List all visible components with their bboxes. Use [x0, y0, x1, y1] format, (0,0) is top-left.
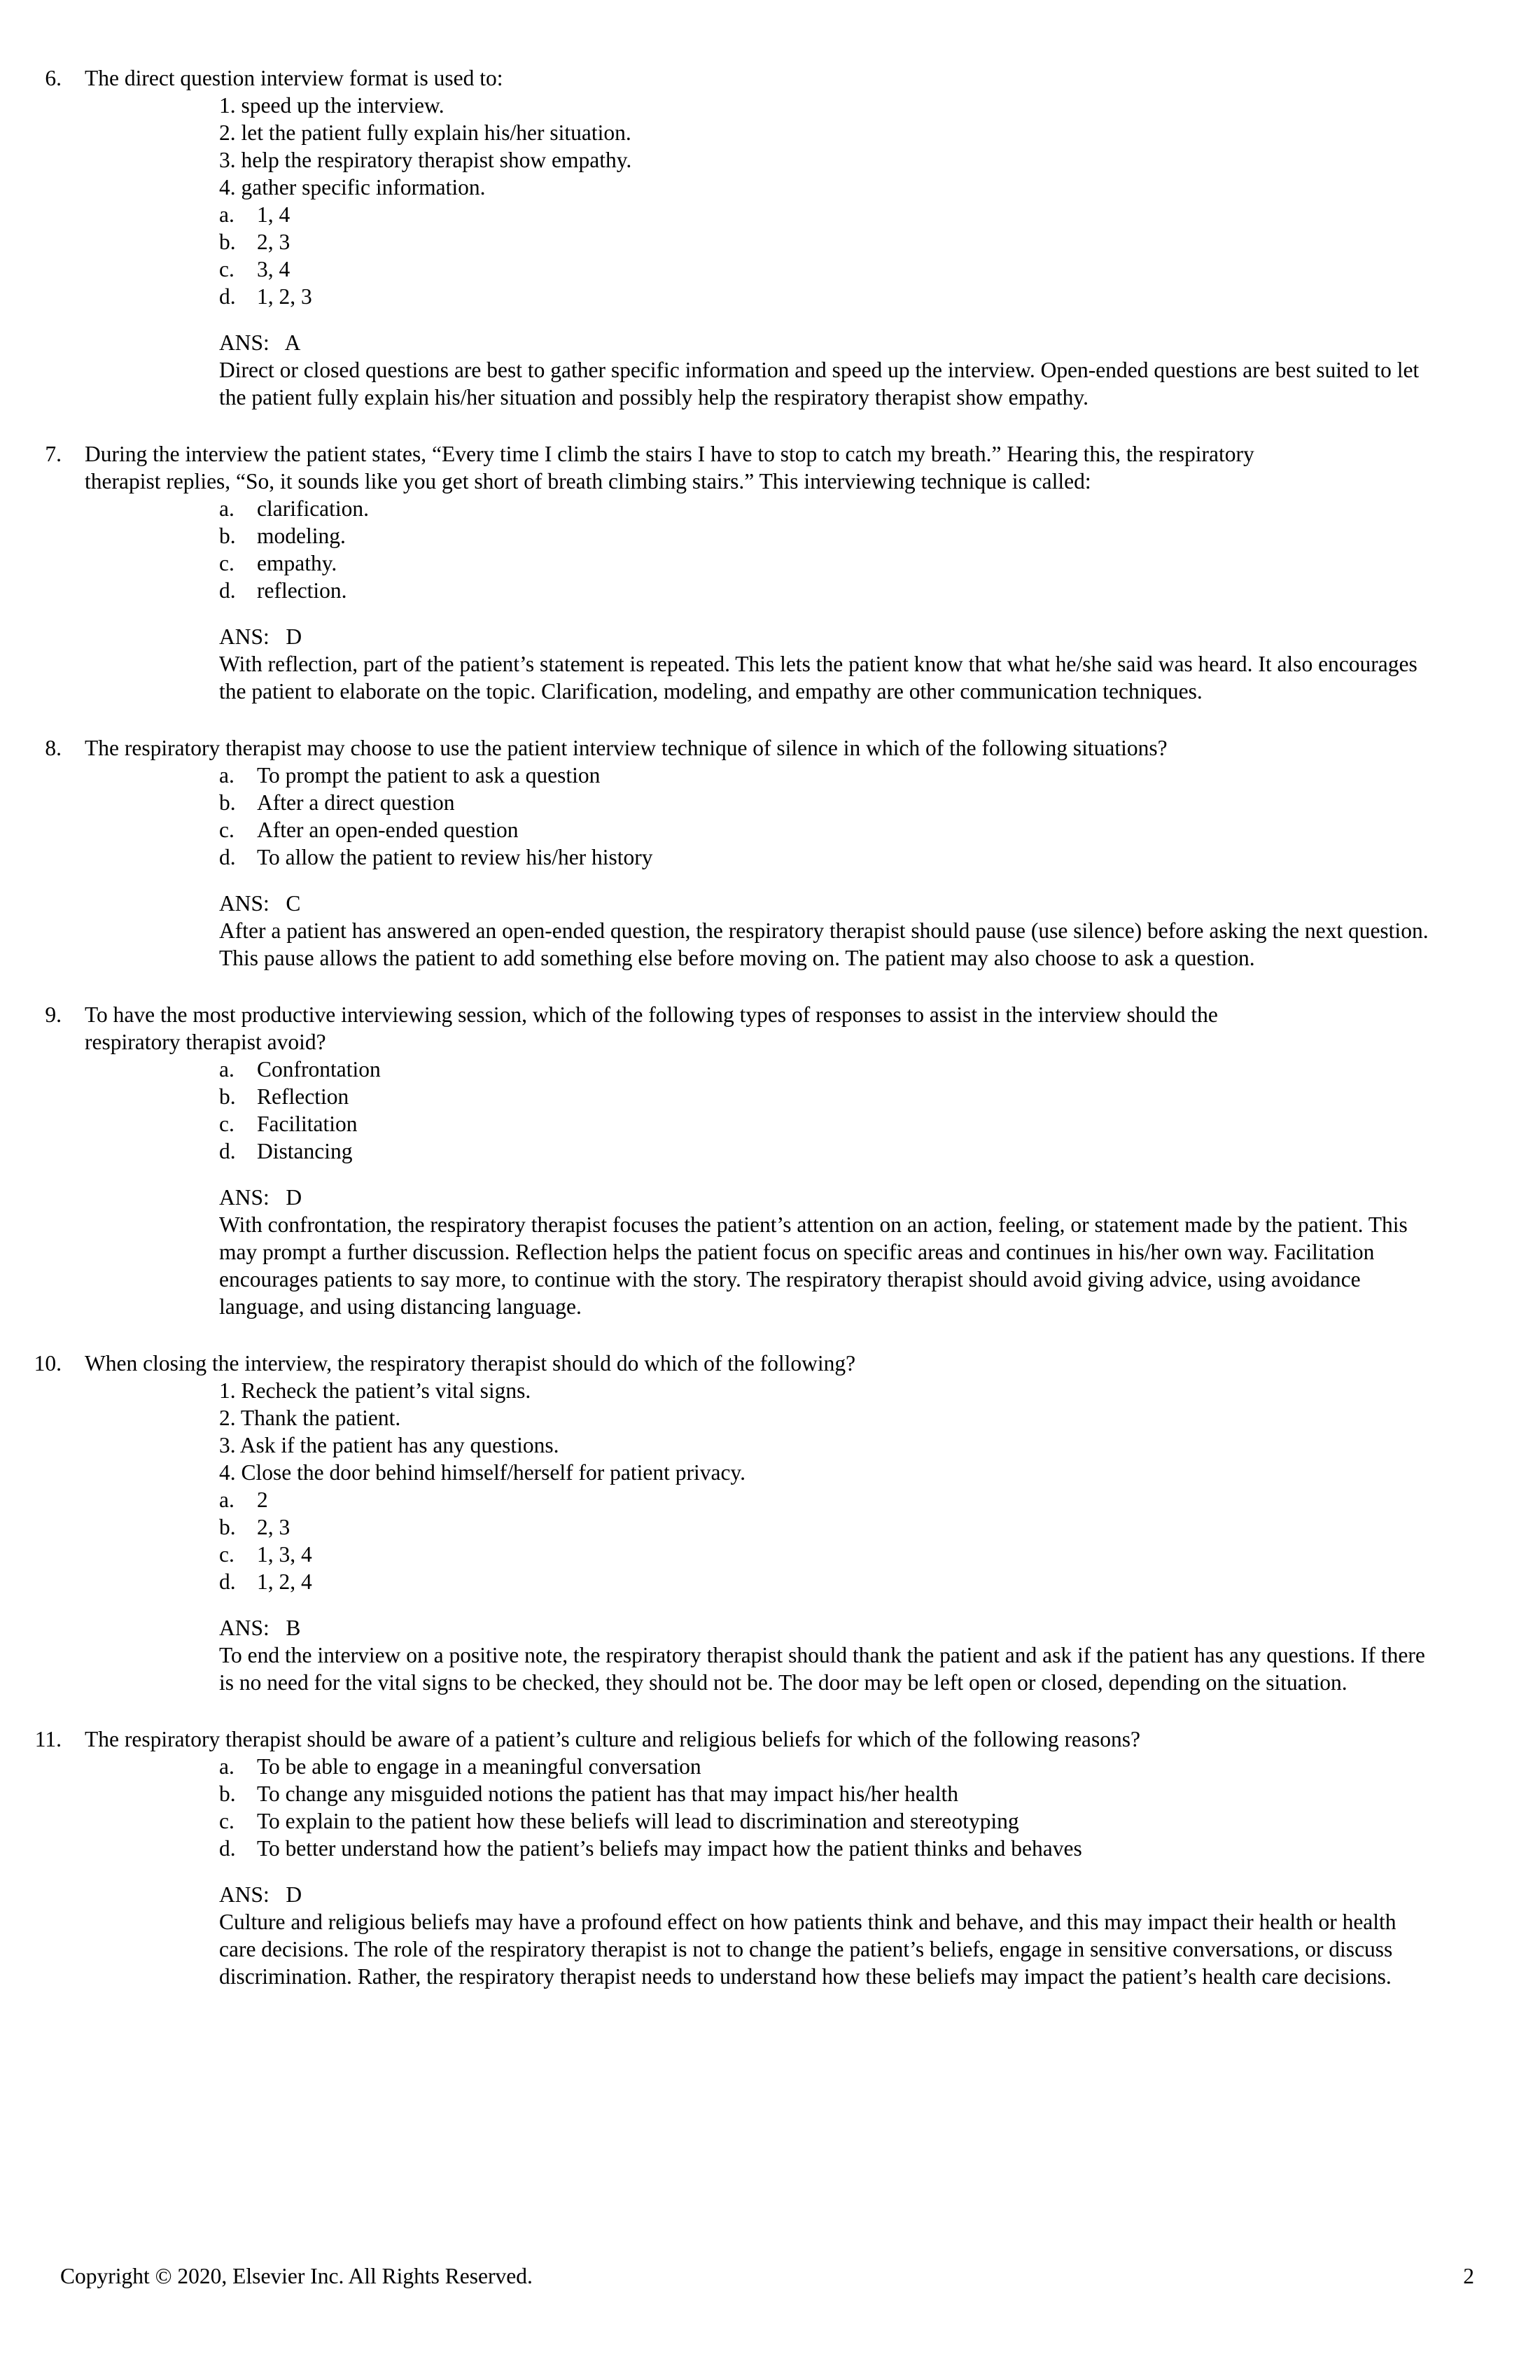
option-text: After an open-ended question	[257, 818, 519, 842]
option-label: b.	[219, 1084, 236, 1109]
option-label: a.	[219, 202, 234, 227]
option-label: d.	[219, 1836, 236, 1861]
option-text: 2, 3	[257, 1515, 290, 1539]
option-label: b.	[219, 1782, 236, 1806]
statement-item: 4. Close the door behind himself/herself for patient privacy.	[219, 1460, 746, 1485]
option-label: d.	[219, 845, 236, 869]
option-text: clarification.	[257, 496, 370, 521]
option-text: 1, 2, 3	[257, 284, 312, 309]
option-text: Reflection	[257, 1084, 349, 1109]
statement-item: 2. Thank the patient.	[219, 1406, 401, 1430]
option-label: b.	[219, 790, 236, 815]
statement-item: 4. gather specific information.	[219, 175, 486, 200]
option-c[interactable]	[219, 1807, 1540, 1835]
option-text: To allow the patient to review his/her history	[257, 845, 653, 869]
option-text: Distancing	[257, 1139, 353, 1163]
option-text: reflection.	[257, 578, 347, 603]
copyright-notice: Copyright © 2020, Elsevier Inc. All Rights Reserved.	[60, 2264, 533, 2288]
option-b[interactable]	[219, 522, 1540, 550]
option-text: Facilitation	[257, 1112, 358, 1136]
page-number: 2	[1463, 2264, 1474, 2288]
question-heading	[0, 734, 1540, 762]
answer-rationale: Direct or closed questions are best to gather specific information and speed up the interview. Open-ended questions are best suited to let the patient fully explain his/her situation and possibly help the respiratory therapist show empathy.	[219, 358, 1420, 410]
option-label: a.	[219, 1488, 234, 1512]
option-c[interactable]	[219, 816, 1540, 844]
question-stem: The respiratory therapist may choose to use the patient interview technique of silence in which of the following situations?	[85, 736, 1168, 760]
answer-block	[219, 329, 1430, 411]
option-b[interactable]	[219, 1513, 1540, 1541]
option-b[interactable]	[219, 789, 1540, 816]
question-statements	[0, 92, 1540, 201]
question-number: 10.	[34, 1351, 62, 1376]
statement-item: 1. speed up the interview.	[219, 93, 444, 118]
question-heading	[0, 64, 1540, 92]
option-d[interactable]	[219, 1138, 1540, 1165]
option-label: a.	[219, 763, 234, 788]
answer-line: ANS: D	[219, 624, 302, 649]
question-stem: To have the most productive interviewing session, which of the following types of responses to assist in the interview should the respiratory therapist avoid?	[85, 1002, 1218, 1054]
option-label: b.	[219, 524, 236, 548]
option-label: c.	[219, 551, 234, 575]
answer-line: ANS: B	[219, 1616, 301, 1640]
option-text: Confrontation	[257, 1057, 381, 1082]
option-label: a.	[219, 1057, 234, 1082]
option-label: c.	[219, 257, 234, 281]
option-text: To explain to the patient how these beliefs will lead to discrimination and stereotyping	[257, 1809, 1019, 1833]
option-a[interactable]	[219, 495, 1540, 522]
option-label: c.	[219, 1542, 234, 1567]
option-d[interactable]	[219, 577, 1540, 604]
option-text: To be able to engage in a meaningful conversation	[257, 1754, 701, 1779]
option-d[interactable]	[219, 844, 1540, 871]
option-b[interactable]	[219, 1780, 1540, 1807]
question-block	[0, 1350, 1540, 1696]
question-heading	[0, 1726, 1540, 1753]
option-d[interactable]	[219, 1568, 1540, 1595]
answer-rationale: After a patient has answered an open-ended question, the respiratory therapist should pause (use silence) before asking the next question. This pause allows the patient to add something else before moving on. The patient may also choose to ask a question.	[219, 918, 1429, 970]
option-text: To prompt the patient to ask a question	[257, 763, 601, 788]
option-c[interactable]	[219, 550, 1540, 577]
option-text: 3, 4	[257, 257, 290, 281]
question-options	[0, 1056, 1540, 1165]
question-options	[0, 762, 1540, 871]
option-label: b.	[219, 230, 236, 254]
option-b[interactable]	[219, 228, 1540, 255]
option-d[interactable]	[219, 283, 1540, 310]
option-label: d.	[219, 284, 236, 309]
statement-item: 3. help the respiratory therapist show empathy.	[219, 148, 632, 172]
question-stem: The respiratory therapist should be aware of a patient’s culture and religious beliefs for which of the following reasons?	[85, 1727, 1141, 1751]
question-heading	[0, 440, 1540, 495]
question-options	[0, 201, 1540, 310]
question-options	[0, 495, 1540, 604]
question-stem: When closing the interview, the respiratory therapist should do which of the following?	[85, 1351, 856, 1376]
option-label: c.	[219, 818, 234, 842]
option-b[interactable]	[219, 1083, 1540, 1110]
question-heading	[0, 1350, 1540, 1377]
answer-block	[219, 1614, 1430, 1696]
option-label: c.	[219, 1809, 234, 1833]
question-block	[0, 440, 1540, 705]
question-statements	[0, 1377, 1540, 1486]
page-footer	[0, 2262, 1540, 2293]
answer-line: ANS: D	[219, 1882, 302, 1907]
question-stem: During the interview the patient states, “Every time I climb the stairs I have to stop to catch my breath.” Hearing this, the respiratory therapist replies, “So, it sounds like you get short of breath climbing stairs.” This interviewing technique is called:	[85, 442, 1254, 493]
option-a[interactable]	[219, 1753, 1540, 1780]
question-number: 7.	[45, 442, 62, 466]
question-options	[0, 1486, 1540, 1595]
option-text: To better understand how the patient’s beliefs may impact how the patient thinks and behaves	[257, 1836, 1082, 1861]
question-block	[0, 64, 1540, 411]
answer-rationale: To end the interview on a positive note, the respiratory therapist should thank the patient and ask if the patient has any questions. If there is no need for the vital signs to be checked, they should not be. The door may be left open or closed, depending on the situation.	[219, 1643, 1425, 1695]
answer-rationale: Culture and religious beliefs may have a profound effect on how patients think and behave, and this may impact their health or health care decisions. The role of the respiratory therapist is not to change the patient’s beliefs, engage in sensitive conversations, or discuss discrimination. Rather, the respiratory therapist needs to understand how these beliefs may impact the patient’s health care decisions.	[219, 1910, 1396, 1989]
option-a[interactable]	[219, 1056, 1540, 1083]
answer-line: ANS: A	[219, 330, 301, 355]
option-a[interactable]	[219, 762, 1540, 789]
option-label: b.	[219, 1515, 236, 1539]
option-label: a.	[219, 496, 234, 521]
answer-line: ANS: D	[219, 1185, 302, 1210]
question-block	[0, 734, 1540, 972]
option-label: a.	[219, 1754, 234, 1779]
question-list	[0, 64, 1540, 2019]
option-label: c.	[219, 1112, 234, 1136]
question-number: 11.	[34, 1727, 62, 1751]
question-stem: The direct question interview format is used to:	[85, 66, 503, 90]
option-a[interactable]	[219, 1486, 1540, 1513]
option-c[interactable]	[219, 1110, 1540, 1138]
question-number: 9.	[45, 1002, 62, 1027]
answer-rationale: With reflection, part of the patient’s statement is repeated. This lets the patient know that what he/she said was heard. It also encourages the patient to elaborate on the topic. Clarification, modeling, and empathy are other communication techniques.	[219, 652, 1418, 704]
statement-item: 2. let the patient fully explain his/her situation.	[219, 120, 631, 145]
option-text: After a direct question	[257, 790, 455, 815]
option-text: 2, 3	[257, 230, 290, 254]
option-text: 1, 4	[257, 202, 290, 227]
question-block	[0, 1726, 1540, 1990]
answer-block	[219, 890, 1430, 972]
question-options	[0, 1753, 1540, 1862]
option-c[interactable]	[219, 255, 1540, 283]
answer-block	[219, 1881, 1430, 1990]
question-number: 8.	[45, 736, 62, 760]
answer-rationale: With confrontation, the respiratory therapist focuses the patient’s attention on an action, feeling, or statement made by the patient. This may prompt a further discussion. Reflection helps the patient focus on specific areas and continues in his/her own way. Facilitation encourages patients to say more, to continue with the story. The respiratory therapist should avoid giving advice, using avoidance language, and using distancing language.	[219, 1212, 1408, 1319]
option-label: d.	[219, 578, 236, 603]
answer-block	[219, 1184, 1430, 1320]
option-d[interactable]	[219, 1835, 1540, 1862]
answer-line: ANS: C	[219, 891, 301, 916]
option-label: d.	[219, 1139, 236, 1163]
option-text: 1, 2, 4	[257, 1569, 312, 1594]
question-number: 6.	[45, 66, 62, 90]
option-text: empathy.	[257, 551, 337, 575]
option-text: 2	[257, 1488, 268, 1512]
option-text: To change any misguided notions the patient has that may impact his/her health	[257, 1782, 959, 1806]
option-text: 1, 3, 4	[257, 1542, 312, 1567]
answer-block	[219, 623, 1430, 705]
option-c[interactable]	[219, 1541, 1540, 1568]
question-heading	[0, 1001, 1540, 1056]
option-a[interactable]	[219, 201, 1540, 228]
option-label: d.	[219, 1569, 236, 1594]
statement-item: 1. Recheck the patient’s vital signs.	[219, 1378, 531, 1403]
statement-item: 3. Ask if the patient has any questions.	[219, 1433, 559, 1457]
option-text: modeling.	[257, 524, 346, 548]
question-block	[0, 1001, 1540, 1320]
